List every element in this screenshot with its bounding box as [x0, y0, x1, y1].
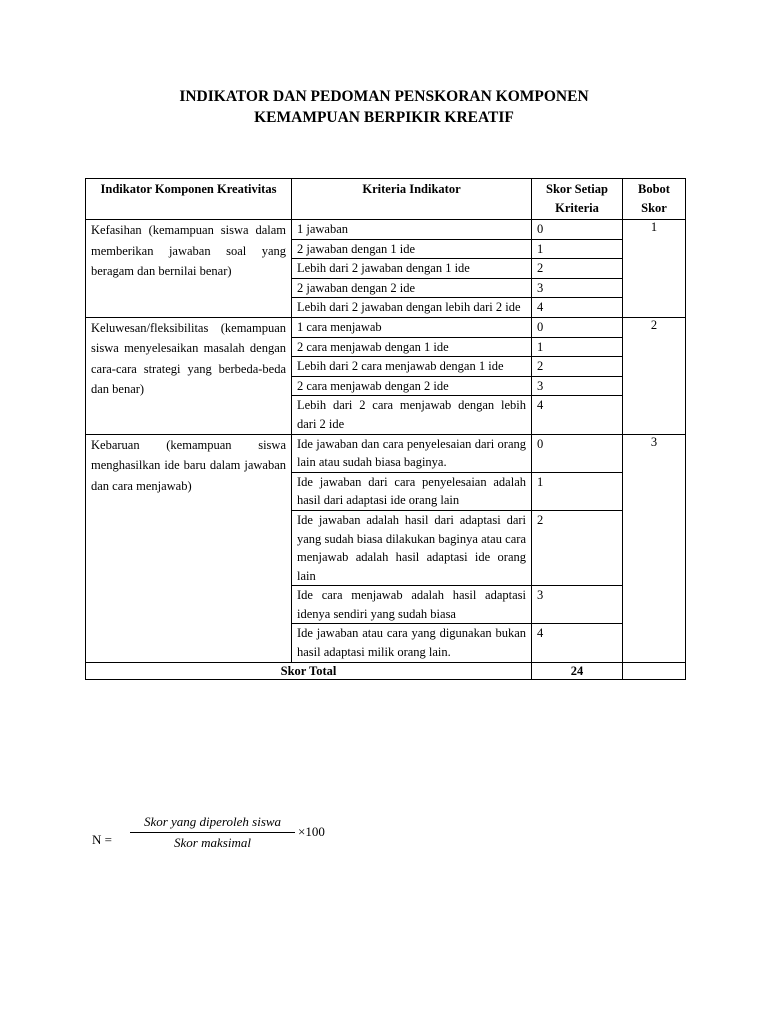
formula-numerator: Skor yang diperoleh siswa [130, 814, 295, 833]
title-line-1: INDIKATOR DAN PEDOMAN PENSKORAN KOMPONEN [179, 88, 589, 105]
score-cell: 4 [532, 396, 623, 434]
score-cell: 3 [532, 376, 623, 396]
criteria-cell: Lebih dari 2 jawaban dengan lebih dari 2 ide [292, 298, 532, 318]
criteria-cell: Ide jawaban atau cara yang digunakan bukan hasil adaptasi milik orang lain. [292, 624, 532, 662]
total-value: 24 [532, 662, 623, 679]
criteria-cell: 1 cara menjawab [292, 317, 532, 337]
indicator-cell-flexibility: Keluwesan/fleksibilitas (kemampuan siswa menyelesaikan masalah dengan cara-cara strategi yang berbeda-beda dan benar) [86, 317, 292, 434]
score-cell: 2 [532, 259, 623, 279]
document-title [0, 86, 768, 128]
total-empty-cell [623, 662, 686, 679]
criteria-cell: 2 jawaban dengan 1 ide [292, 239, 532, 259]
formula-fraction [130, 814, 295, 851]
score-cell: 4 [532, 624, 623, 662]
indicator-cell-fluency: Kefasihan (kemampuan siswa dalam memberikan jawaban soal yang beragam dan bernilai benar) [86, 220, 292, 318]
table-header-row [86, 179, 686, 220]
score-cell: 3 [532, 586, 623, 624]
header-criteria: Kriteria Indikator [292, 179, 532, 220]
score-cell: 1 [532, 337, 623, 357]
score-cell: 4 [532, 298, 623, 318]
weight-cell: 2 [623, 317, 686, 434]
formula-denominator: Skor maksimal [174, 835, 251, 850]
criteria-cell: Lebih dari 2 cara menjawab dengan lebih dari 2 ide [292, 396, 532, 434]
score-cell: 2 [532, 357, 623, 377]
score-formula [92, 814, 392, 854]
header-score: Skor Setiap Kriteria [532, 179, 623, 220]
total-label: Skor Total [86, 662, 532, 679]
criteria-cell: 2 cara menjawab dengan 2 ide [292, 376, 532, 396]
criteria-cell: Ide cara menjawab adalah hasil adaptasi idenya sendiri yang sudah biasa [292, 586, 532, 624]
criteria-cell: Ide jawaban dari cara penyelesaian adalah hasil dari adaptasi ide orang lain [292, 472, 532, 510]
title-line-2: KEMAMPUAN BERPIKIR KREATIF [254, 109, 514, 126]
criteria-cell: 2 jawaban dengan 2 ide [292, 278, 532, 298]
score-cell: 2 [532, 510, 623, 585]
header-weight: Bobot Skor [623, 179, 686, 220]
criteria-cell: Ide jawaban adalah hasil dari adaptasi dari yang sudah biasa dilakukan baginya atau cara menjawab adalah hasil adaptasi ide orang lain [292, 510, 532, 585]
formula-multiplier: ×100 [298, 824, 325, 839]
score-cell: 1 [532, 472, 623, 510]
table-row [86, 317, 686, 337]
indicator-cell-novelty: Kebaruan (kemampuan siswa menghasilkan ide baru dalam jawaban dan cara menjawab) [86, 434, 292, 662]
table-row [86, 434, 686, 472]
score-cell: 1 [532, 239, 623, 259]
criteria-cell: Lebih dari 2 cara menjawab dengan 1 ide [292, 357, 532, 377]
criteria-cell: 1 jawaban [292, 220, 532, 240]
weight-cell: 3 [623, 434, 686, 662]
scoring-rubric-table [85, 178, 686, 680]
total-row [86, 662, 686, 679]
score-cell: 0 [532, 434, 623, 472]
header-indicator: Indikator Komponen Kreativitas [86, 179, 292, 220]
criteria-cell: Lebih dari 2 jawaban dengan 1 ide [292, 259, 532, 279]
score-cell: 0 [532, 317, 623, 337]
criteria-cell: 2 cara menjawab dengan 1 ide [292, 337, 532, 357]
criteria-cell: Ide jawaban dan cara penyelesaian dari orang lain atau sudah biasa baginya. [292, 434, 532, 472]
score-cell: 0 [532, 220, 623, 240]
weight-cell: 1 [623, 220, 686, 318]
score-cell: 3 [532, 278, 623, 298]
formula-lhs: N = [92, 832, 112, 847]
table-row [86, 220, 686, 240]
